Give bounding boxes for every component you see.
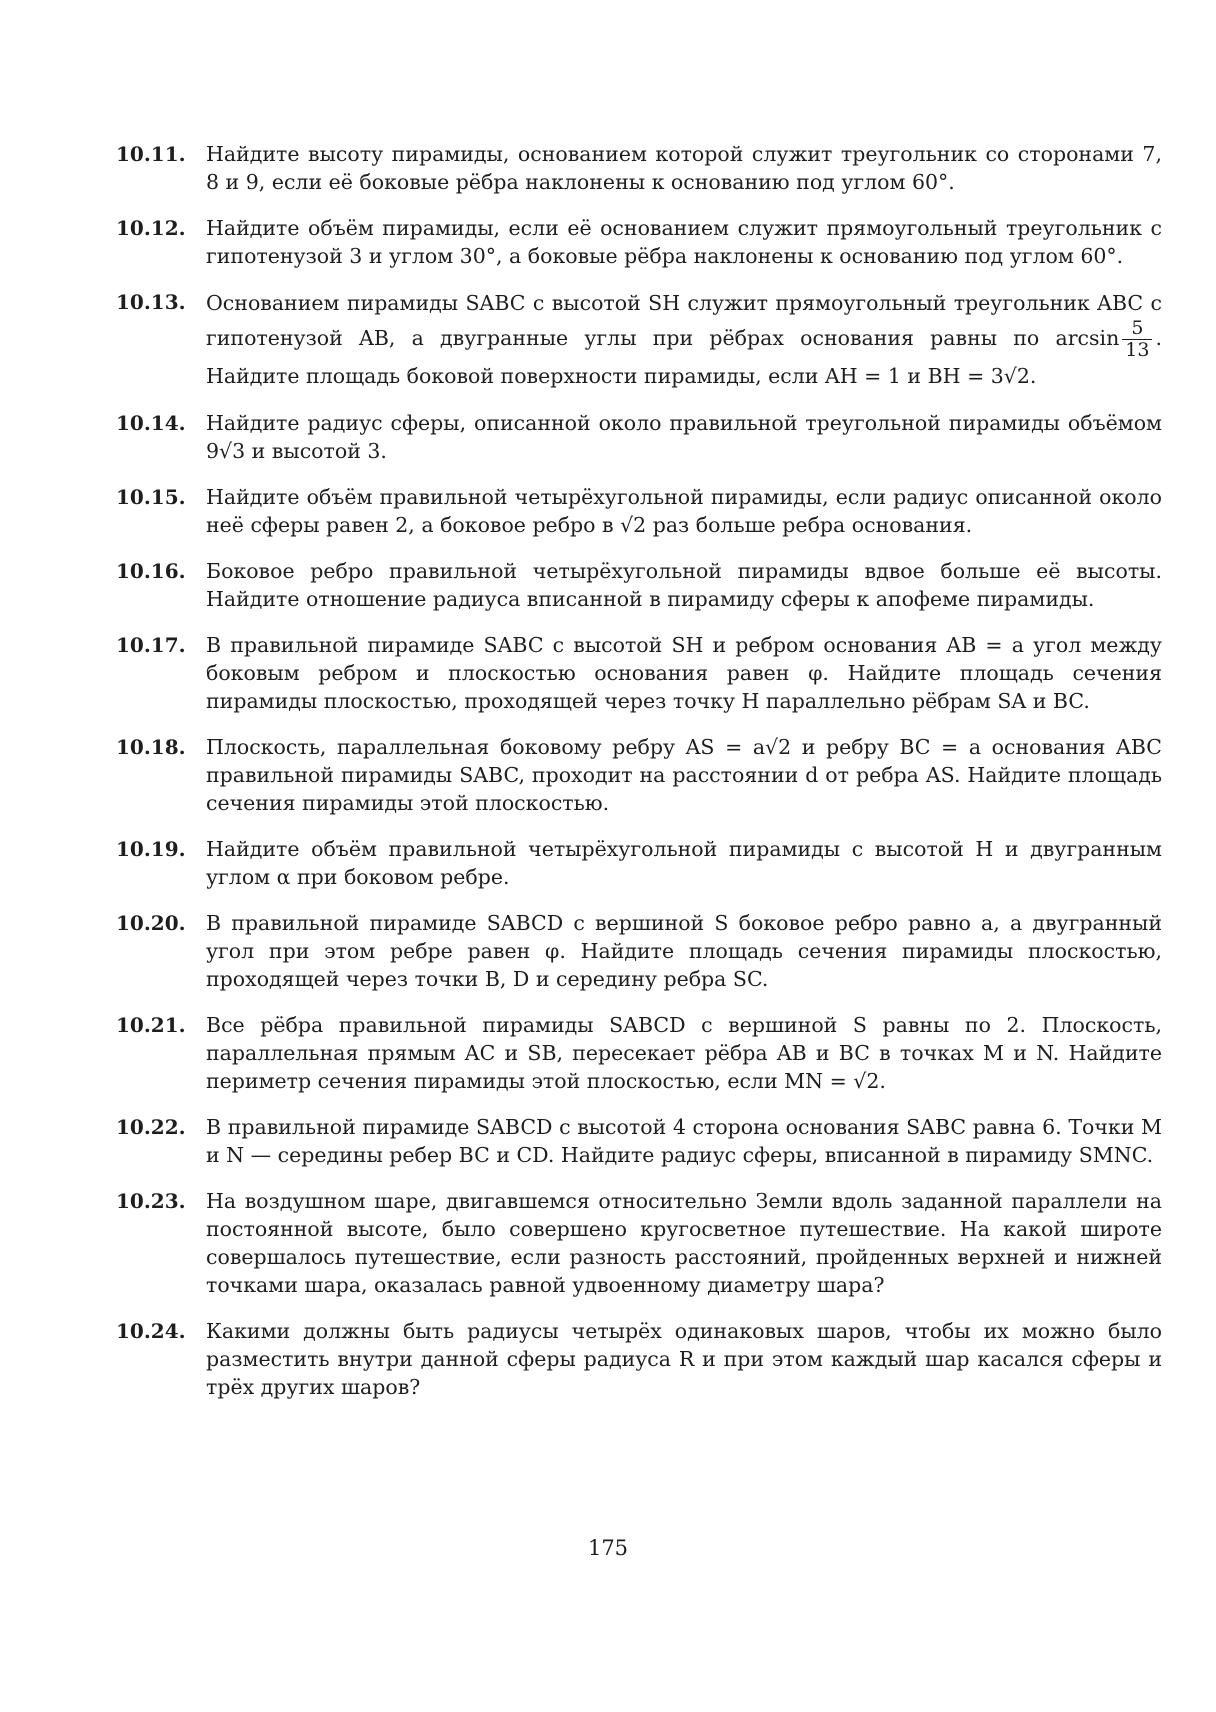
problem-item xyxy=(116,1113,1162,1169)
problem-text-before: Основанием пирамиды SABC с высотой SH служит прямоугольный треугольник ABC с гипотенузой AB, а двугранные углы при рёбрах основания равны по arcsin xyxy=(206,291,1162,350)
problem-text xyxy=(206,288,1162,391)
problem-number: 10.18. xyxy=(116,735,186,759)
problem-number: 10.14. xyxy=(116,411,186,435)
problem-item xyxy=(116,409,1162,465)
problem-number: 10.20. xyxy=(116,911,186,935)
problem-number: 10.21. xyxy=(116,1013,186,1037)
problem-text: В правильной пирамиде SABCD с вершиной S боковое ребро равно a, а двугранный угол при этом ребре равен φ. Найдите площадь сечения пирамиды плоскостью, проходящей через точки B, D и середину ребра SC. xyxy=(206,911,1162,991)
problem-number: 10.11. xyxy=(116,142,186,166)
problem-text: Найдите высоту пирамиды, основанием которой служит треугольник со сторонами 7, 8 и 9, если её боковые рёбра наклонены к основанию под углом 60°. xyxy=(206,142,1162,194)
fraction-numerator: 5 xyxy=(1122,318,1152,340)
problem-text: Найдите объём правильной четырёхугольной пирамиды с высотой H и двугранным углом α при боковом ребре. xyxy=(206,837,1162,889)
problem-text: В правильной пирамиде SABC с высотой SH и ребром основания AB = a угол между боковым ребром и плоскостью основания равен φ. Найдите площадь сечения пирамиды плоскостью, проходящей через точку H параллельно рёбрам SA и BC. xyxy=(206,633,1162,713)
problem-number: 10.12. xyxy=(116,216,186,240)
problem-number: 10.22. xyxy=(116,1115,186,1139)
problem-text: Найдите объём правильной четырёхугольной пирамиды, если радиус описанной около неё сферы равен 2, а боковое ребро в √2 раз больше ребра основания. xyxy=(206,485,1162,537)
problem-number: 10.23. xyxy=(116,1189,186,1213)
problem-text: Найдите объём пирамиды, если её основанием служит прямоугольный треугольник с гипотенузой 3 и углом 30°, а боковые рёбра наклонены к основанию под углом 60°. xyxy=(206,216,1162,268)
fraction xyxy=(1122,318,1152,361)
problem-text: Найдите радиус сферы, описанной около правильной треугольной пирамиды объёмом 9√3 и высотой 3. xyxy=(206,411,1162,463)
problem-item xyxy=(116,214,1162,270)
problem-item xyxy=(116,1187,1162,1299)
fraction-denominator: 13 xyxy=(1125,339,1150,361)
problem-number: 10.16. xyxy=(116,559,186,583)
problem-text-after: . Найдите площадь боковой поверхности пирамиды, если AH = 1 и BH = 3√2. xyxy=(206,326,1162,388)
problem-item xyxy=(116,1317,1162,1401)
problem-item xyxy=(116,631,1162,715)
problem-item xyxy=(116,140,1162,196)
problem-item xyxy=(116,1011,1162,1095)
problem-item xyxy=(116,835,1162,891)
problem-number: 10.17. xyxy=(116,633,186,657)
problem-text: Какими должны быть радиусы четырёх одинаковых шаров, чтобы их можно было разместить внутри данной сферы радиуса R и при этом каждый шар касался сферы и трёх других шаров? xyxy=(206,1319,1162,1399)
problem-text: Боковое ребро правильной четырёхугольной пирамиды вдвое больше её высоты. Найдите отношение радиуса вписанной в пирамиду сферы к апофеме пирамиды. xyxy=(206,559,1162,611)
problem-item xyxy=(116,909,1162,993)
problem-text: На воздушном шаре, двигавшемся относительно Земли вдоль заданной параллели на постоянной высоте, было совершено кругосветное путешествие. На какой широте совершалось путешествие, если разность расстояний, пройденных верхней и нижней точками шара, оказалась равной удвоенному диаметру шара? xyxy=(206,1189,1162,1297)
problem-item xyxy=(116,288,1162,391)
problem-item xyxy=(116,733,1162,817)
problem-number: 10.24. xyxy=(116,1319,186,1343)
problem-list xyxy=(116,140,1162,1419)
problem-number: 10.19. xyxy=(116,837,186,861)
problem-item xyxy=(116,557,1162,613)
page-number: 175 xyxy=(587,1536,629,1560)
problem-number: 10.13. xyxy=(116,290,186,314)
problem-item xyxy=(116,483,1162,539)
problem-text: Все рёбра правильной пирамиды SABCD с вершиной S равны по 2. Плоскость, параллельная прямым AC и SB, пересекает рёбра AB и BC в точках M и N. Найдите периметр сечения пирамиды этой плоскостью, если MN = √2. xyxy=(206,1013,1162,1093)
problem-text: В правильной пирамиде SABCD с высотой 4 сторона основания SABC равна 6. Точки M и N — середины ребер BC и CD. Найдите радиус сферы, вписанной в пирамиду SMNC. xyxy=(206,1115,1162,1167)
problem-text: Плоскость, параллельная боковому ребру AS = a√2 и ребру BC = a основания ABC правильной пирамиды SABC, проходит на расстоянии d от ребра AS. Найдите площадь сечения пирамиды этой плоскостью. xyxy=(206,735,1162,815)
problem-number: 10.15. xyxy=(116,485,186,509)
